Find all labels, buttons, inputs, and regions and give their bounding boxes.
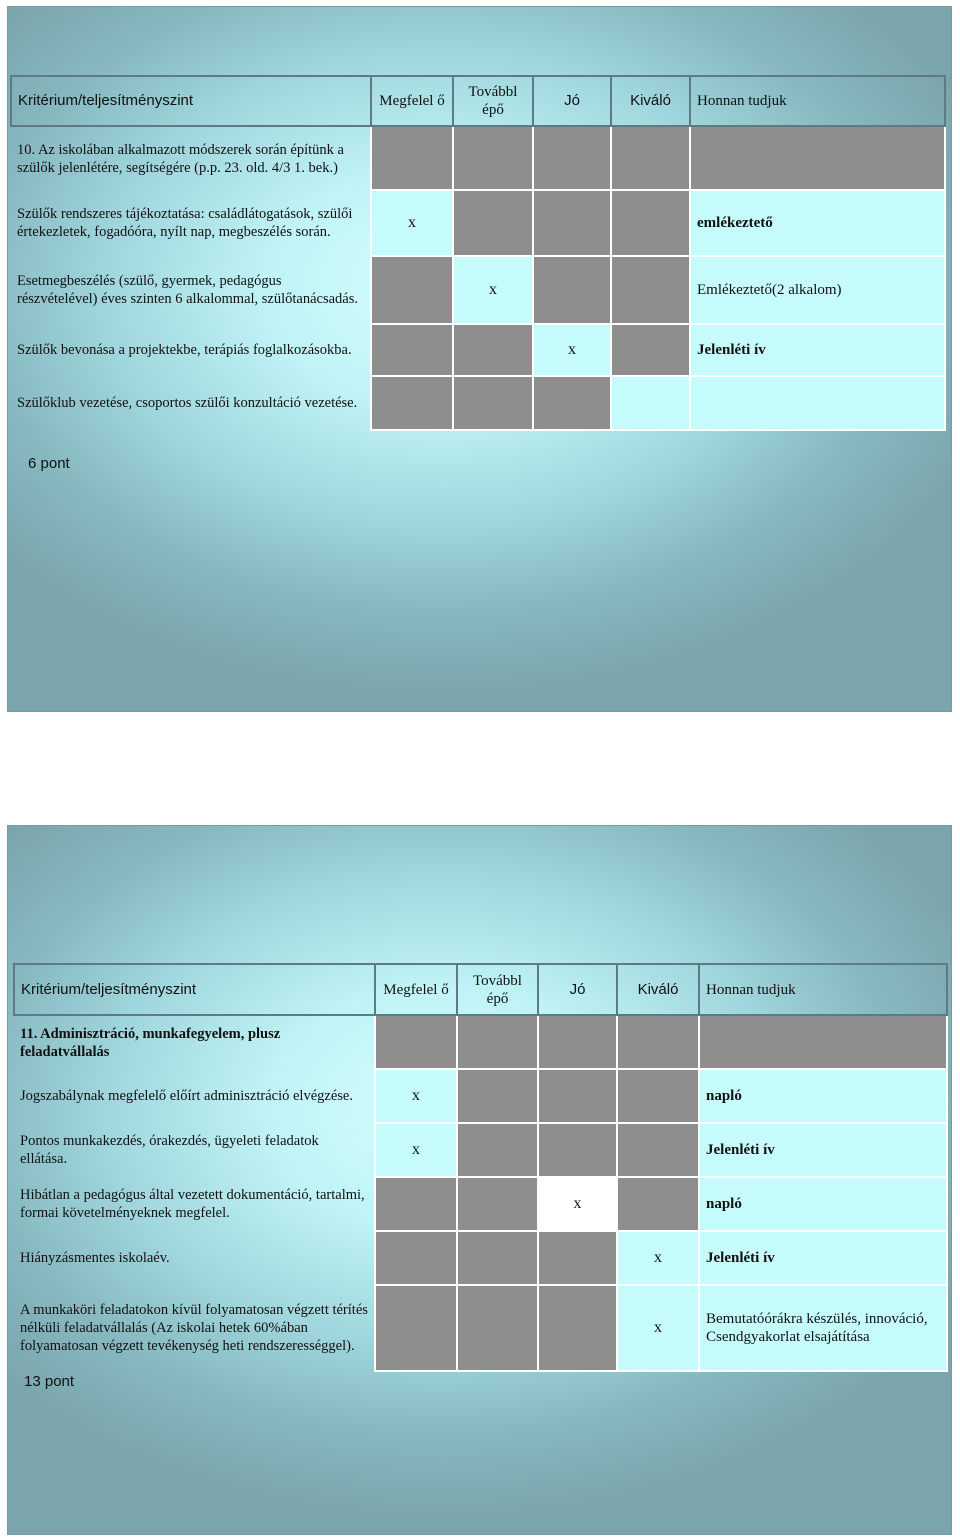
source-text: Jelenléti ív [699, 1231, 947, 1285]
source-text: Jelenléti ív [690, 324, 945, 376]
criterion-text: Szülők rendszeres tájékoztatása: családlátogatások, szülői értekezletek, fogadóóra, nyílt nap, megbeszélés során. [17, 206, 353, 240]
criterion-text: Pontos munkakezdés, órakezdés, ügyeleti feladatok ellátása. [20, 1133, 319, 1167]
table-row [11, 376, 945, 430]
table-row [11, 256, 945, 324]
rating-mark-megfelelo: x [371, 190, 453, 256]
rating-cell [457, 1015, 538, 1069]
rating-cell [617, 1123, 699, 1177]
rating-cell [371, 376, 453, 430]
header-honnan-tudjuk: Honnan tudjuk [690, 76, 945, 126]
table-row [14, 1231, 947, 1285]
rating-cell [617, 1177, 699, 1231]
rating-cell [533, 256, 611, 324]
slide-2 [7, 825, 952, 1535]
table-row [14, 1069, 947, 1123]
header-row [14, 964, 947, 1015]
rating-cell [371, 126, 453, 190]
source-cell [699, 1015, 947, 1069]
criterion-title: 11. Adminisztráció, munkafegyelem, plusz feladatvállalás [20, 1025, 281, 1060]
points-total: 6 pont [28, 455, 70, 472]
rating-cell [617, 1069, 699, 1123]
rating-cell [457, 1231, 538, 1285]
source-text: Bemutatóórákra készülés, innováció, Csendgyakorlat elsajátítása [699, 1285, 947, 1371]
source-text: emlékeztető [690, 190, 945, 256]
source-text: napló [699, 1069, 947, 1123]
rating-cell [611, 256, 690, 324]
header-kivalo: Kiváló [611, 76, 690, 126]
source-cell [690, 376, 945, 430]
header-criterion: Kritérium/teljesítményszint [11, 76, 371, 126]
criterion-text: Esetmegbeszélés (szülő, gyermek, pedagógus részvételével) éves szinten 6 alkalommal, szülőtanácsadás. [17, 273, 359, 307]
slide-1 [7, 6, 952, 712]
criterion-text: Szülőklub vezetése, csoportos szülői konzultáció vezetése. [17, 395, 358, 411]
table-row [11, 324, 945, 376]
rating-cell [371, 324, 453, 376]
source-text: Jelenléti ív [699, 1123, 947, 1177]
table-row [14, 1123, 947, 1177]
rating-mark-kivalo: x [617, 1231, 699, 1285]
rating-mark-megfelelo: x [375, 1069, 457, 1123]
rating-cell [375, 1015, 457, 1069]
header-megfelelo: Megfelel ő [371, 76, 453, 126]
rating-cell [617, 1015, 699, 1069]
rating-cell [533, 126, 611, 190]
rating-cell [375, 1231, 457, 1285]
source-text: napló [699, 1177, 947, 1231]
table-row [11, 126, 945, 190]
rating-cell [538, 1123, 617, 1177]
rating-cell [538, 1231, 617, 1285]
points-total: 13 pont [24, 1373, 75, 1390]
table-row [14, 1285, 947, 1371]
rating-cell [457, 1285, 538, 1371]
rating-cell [457, 1069, 538, 1123]
rating-cell [538, 1069, 617, 1123]
header-honnan-tudjuk: Honnan tudjuk [699, 964, 947, 1015]
header-jo: Jó [533, 76, 611, 126]
rating-cell [538, 1015, 617, 1069]
table-row [14, 1015, 947, 1069]
rating-cell [453, 126, 533, 190]
header-kivalo: Kiváló [617, 964, 699, 1015]
source-cell [690, 126, 945, 190]
rating-cell [611, 376, 690, 430]
rating-mark-tovabblepo: x [453, 256, 533, 324]
rating-cell [453, 324, 533, 376]
rating-cell [457, 1123, 538, 1177]
rating-cell [533, 376, 611, 430]
header-row [11, 76, 945, 126]
rating-mark-jo: x [538, 1177, 617, 1231]
header-jo: Jó [538, 964, 617, 1015]
criterion-text: Hiányzásmentes iskolaév. [20, 1250, 170, 1266]
rating-cell [611, 324, 690, 376]
rating-mark-kivalo: x [617, 1285, 699, 1371]
rating-cell [375, 1285, 457, 1371]
rating-cell [611, 190, 690, 256]
table-row [11, 190, 945, 256]
rating-cell [453, 376, 533, 430]
rating-cell [457, 1177, 538, 1231]
table-row [14, 1177, 947, 1231]
rating-cell [533, 190, 611, 256]
criterion-text: Szülők bevonása a projektekbe, terápiás foglalkozásokba. [17, 342, 352, 358]
source-text: Emlékeztető(2 alkalom) [690, 256, 945, 324]
criteria-table-1 [10, 75, 946, 431]
rating-mark-jo: x [533, 324, 611, 376]
rating-cell [538, 1285, 617, 1371]
criterion-title: 10. Az iskolában alkalmazott módszerek során építünk a szülők jelenlétére, segítségére (p.p. 23. old. 4/3 1. bek.) [17, 141, 344, 176]
header-megfelelo: Megfelel ő [375, 964, 457, 1015]
header-criterion: Kritérium/teljesítményszint [14, 964, 375, 1015]
header-tovabblepo: Továbbl épő [457, 964, 538, 1015]
rating-cell [375, 1177, 457, 1231]
criteria-table-2 [13, 963, 948, 1372]
header-tovabblepo: Továbbl épő [453, 76, 533, 126]
criterion-text: A munkaköri feladatokon kívül folyamatosan végzett térítés nélküli feladatvállalás (Az iskolai hetek 60%ában folyamatosan végzett tevékenység heti rendszerességgel). [20, 1302, 368, 1354]
rating-cell [611, 126, 690, 190]
rating-mark-megfelelo: x [375, 1123, 457, 1177]
criterion-text: Jogszabálynak megfelelő előírt adminisztráció elvégzése. [20, 1088, 353, 1104]
rating-cell [453, 190, 533, 256]
criterion-text: Hibátlan a pedagógus által vezetett dokumentáció, tartalmi, formai követelményeknek megfelel. [20, 1187, 365, 1221]
rating-cell [371, 256, 453, 324]
